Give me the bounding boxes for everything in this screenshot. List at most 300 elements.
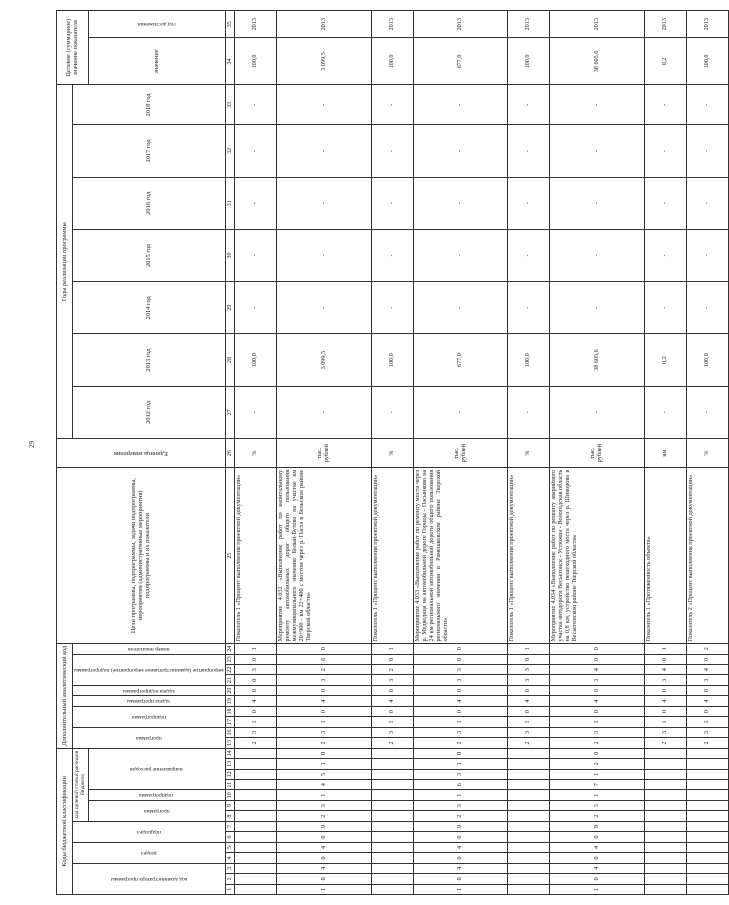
- code-digit: 1: [277, 717, 371, 727]
- header-kcs: код целевой статьи расходов бюджета: [73, 748, 89, 821]
- code-digit: [508, 832, 550, 842]
- code-digit: [371, 811, 413, 821]
- code-digit: 0: [508, 706, 550, 716]
- year-2016-value: -: [371, 177, 413, 229]
- year-2015-value: -: [371, 229, 413, 281]
- column-number-row: [225, 11, 235, 895]
- column-number: 10: [225, 790, 235, 800]
- year-2016-value: -: [644, 177, 686, 229]
- year-2013-value: 100,0: [371, 334, 413, 386]
- column-number: 19: [225, 696, 235, 706]
- code-digit: 5: [277, 769, 371, 779]
- code-digit: [235, 863, 277, 873]
- code-digit: [686, 790, 728, 800]
- code-digit: 3: [235, 727, 277, 737]
- column-number: 27: [225, 386, 235, 438]
- code-digit: 0: [413, 685, 507, 695]
- code-digit: 3: [277, 800, 371, 810]
- column-number: 31: [225, 177, 235, 229]
- year-2013-value: 3 099,5: [277, 334, 371, 386]
- header-year-of-achievement: год достижения: [88, 11, 225, 38]
- code-digit: 0: [550, 853, 644, 863]
- year-2014-value: -: [413, 282, 507, 334]
- goal-text: Показатель 1 «Процент выполнения проектной документации»: [371, 468, 413, 644]
- code-digit: 1: [413, 790, 507, 800]
- year-2016-value: -: [508, 177, 550, 229]
- column-number: 6: [225, 832, 235, 842]
- code-digit: [644, 863, 686, 873]
- column-number: 1: [225, 884, 235, 894]
- header-target-direction: направление расходов: [88, 748, 225, 790]
- header-target: Целевое (суммарное) значение показателя: [57, 11, 89, 85]
- code-digit: [235, 811, 277, 821]
- code-digit: [235, 832, 277, 842]
- code-digit: [686, 800, 728, 810]
- year-2013-value: 100,0: [235, 334, 277, 386]
- code-digit: [235, 748, 277, 759]
- code-digit: 4: [550, 863, 644, 873]
- code-digit: [508, 884, 550, 894]
- year-2013-value: 100,0: [508, 334, 550, 386]
- code-digit: 0: [550, 706, 644, 716]
- code-digit: 1: [508, 717, 550, 727]
- year-2014-value: -: [686, 282, 728, 334]
- header-2018: 2018 год: [73, 85, 226, 125]
- code-digit: [508, 748, 550, 759]
- goal-text: Показатель 1 «Процент выполнения проектной документации»: [508, 468, 550, 644]
- column-number: 16: [225, 727, 235, 737]
- code-digit: 2: [371, 738, 413, 748]
- code-digit: [644, 853, 686, 863]
- year-2012-value: -: [413, 386, 507, 438]
- year-2016-value: -: [550, 177, 644, 229]
- code-digit: 0: [550, 874, 644, 884]
- code-digit: 0: [686, 685, 728, 695]
- code-digit: 3: [686, 727, 728, 737]
- code-digit: 1: [686, 717, 728, 727]
- year-2016-value: -: [277, 177, 371, 229]
- code-digit: [644, 884, 686, 894]
- year-2014-value: -: [644, 282, 686, 334]
- header-additional-code: Дополнительный аналитический код: [57, 643, 73, 748]
- code-digit: 0: [550, 832, 644, 842]
- goal-text: Показатель 2 «Процент выполнения проектной документации»: [686, 468, 728, 644]
- table-row: [371, 11, 413, 895]
- target-value: 38 605,6: [550, 38, 644, 85]
- code-digit: 3: [413, 675, 507, 685]
- code-digit: [508, 853, 550, 863]
- unit-cell: тыс. рублей: [277, 438, 371, 467]
- year-2014-value: -: [371, 282, 413, 334]
- code-digit: 0: [413, 706, 507, 716]
- column-number: 23: [225, 654, 235, 664]
- year-2013-value: 677,0: [413, 334, 507, 386]
- table-row: [644, 11, 686, 895]
- code-digit: 0: [371, 654, 413, 664]
- code-digit: [644, 769, 686, 779]
- year-2012-value: -: [686, 386, 728, 438]
- code-digit: 2: [550, 738, 644, 748]
- code-digit: [686, 769, 728, 779]
- header-value: значение: [88, 38, 225, 85]
- code-digit: 0: [550, 643, 644, 654]
- year-2018-value: -: [686, 85, 728, 125]
- code-digit: 0: [413, 654, 507, 664]
- column-number: 18: [225, 706, 235, 716]
- code-digit: [508, 821, 550, 831]
- year-2015-value: -: [277, 229, 371, 281]
- target-year: 2013: [235, 11, 277, 38]
- code-digit: 1: [550, 717, 644, 727]
- code-digit: 0: [413, 643, 507, 654]
- column-number: 20: [225, 685, 235, 695]
- code-digit: 2: [550, 811, 644, 821]
- code-digit: 3: [644, 675, 686, 685]
- column-number: 9: [225, 800, 235, 810]
- header-2013: 2013 год: [73, 334, 226, 386]
- code-digit: 4: [550, 842, 644, 852]
- code-digit: [371, 769, 413, 779]
- code-digit: [686, 884, 728, 894]
- code-digit: [235, 759, 277, 769]
- code-digit: 3: [413, 800, 507, 810]
- code-digit: [371, 884, 413, 894]
- code-digit: 2: [413, 738, 507, 748]
- year-2018-value: -: [550, 85, 644, 125]
- code-digit: 3: [413, 664, 507, 674]
- code-digit: 0: [644, 685, 686, 695]
- column-number: 14: [225, 748, 235, 759]
- code-digit: 1: [277, 759, 371, 769]
- year-2015-value: -: [686, 229, 728, 281]
- header-subprogram-col: подпрограмма: [73, 706, 226, 727]
- code-digit: [371, 821, 413, 831]
- column-number: 11: [225, 780, 235, 790]
- target-value: 100,0: [686, 38, 728, 85]
- code-digit: 3: [550, 675, 644, 685]
- year-2017-value: -: [371, 125, 413, 177]
- column-number: 29: [225, 282, 235, 334]
- code-digit: 0: [277, 874, 371, 884]
- code-digit: 0: [371, 706, 413, 716]
- table-row: [413, 11, 507, 895]
- code-digit: 0: [644, 706, 686, 716]
- code-digit: 2: [277, 811, 371, 821]
- code-digit: 0: [508, 654, 550, 664]
- code-digit: 3: [550, 727, 644, 737]
- header-podrazdel: подраздел: [73, 821, 226, 842]
- code-digit: 1: [644, 717, 686, 727]
- goal-text: Показатель 1 «Протяженность объекта»: [644, 468, 686, 644]
- code-digit: 3: [508, 727, 550, 737]
- code-digit: [508, 769, 550, 779]
- code-digit: [686, 863, 728, 873]
- code-digit: 0: [413, 853, 507, 863]
- code-digit: [371, 863, 413, 873]
- code-digit: 3: [686, 675, 728, 685]
- code-digit: 2: [371, 664, 413, 674]
- code-digit: [508, 842, 550, 852]
- code-digit: [686, 811, 728, 821]
- code-digit: 0: [550, 654, 644, 664]
- code-digit: 0: [550, 748, 644, 759]
- year-2018-value: -: [413, 85, 507, 125]
- code-digit: 0: [277, 706, 371, 716]
- code-digit: 0: [686, 654, 728, 664]
- target-year: 2013: [686, 11, 728, 38]
- code-digit: 4: [550, 696, 644, 706]
- code-digit: 0: [235, 654, 277, 664]
- table-row: [686, 11, 728, 895]
- unit-cell: тыс. рублей: [550, 438, 644, 467]
- year-2014-value: -: [508, 282, 550, 334]
- code-digit: 1: [413, 759, 507, 769]
- code-digit: [235, 842, 277, 852]
- year-2018-value: -: [277, 85, 371, 125]
- code-digit: 1: [235, 643, 277, 654]
- code-digit: 0: [277, 832, 371, 842]
- target-year: 2013: [371, 11, 413, 38]
- code-digit: 4: [550, 664, 644, 674]
- code-digit: [644, 811, 686, 821]
- code-digit: 4: [235, 696, 277, 706]
- code-digit: 4: [644, 664, 686, 674]
- code-digit: 1: [371, 643, 413, 654]
- code-digit: 0: [277, 685, 371, 695]
- code-digit: 0: [413, 832, 507, 842]
- header-2017: 2017 год: [73, 125, 226, 177]
- code-digit: [235, 874, 277, 884]
- code-digit: 1: [508, 643, 550, 654]
- table-row: [277, 11, 371, 895]
- unit-cell: тыс. рублей: [413, 438, 507, 467]
- header-budget-codes: Коды бюджетной классификации: [57, 748, 73, 894]
- code-digit: 2: [686, 738, 728, 748]
- column-number: 15: [225, 738, 235, 748]
- code-digit: [508, 863, 550, 873]
- code-digit: [371, 800, 413, 810]
- code-digit: 6: [413, 780, 507, 790]
- code-digit: 2: [644, 738, 686, 748]
- code-digit: 4: [277, 780, 371, 790]
- code-digit: 4: [277, 863, 371, 873]
- year-2015-value: -: [235, 229, 277, 281]
- code-digit: [235, 800, 277, 810]
- code-digit: [371, 780, 413, 790]
- header-2015: 2015 год: [73, 229, 226, 281]
- code-digit: 2: [277, 664, 371, 674]
- target-year: 2013: [644, 11, 686, 38]
- code-digit: [686, 874, 728, 884]
- goal-text: Мероприятие 4.034 «Выполнение работ по ремонту аварийного участка автодороги Весьегонск - Устюжна - Вологодская область на 0,8 км, устройство пешеходного моста через р. Шиворова в Весьегонском районе Тверской области»: [550, 468, 644, 644]
- code-digit: [644, 874, 686, 884]
- code-digit: 0: [508, 685, 550, 695]
- goal-text: Мероприятие 4.033 «Выполнение работ по ремонту моста через р. Медведица на автомобильной дороге Горицы - Пасынково на 24 км региональной автомобильной дороги общего пользования регионального значения в Рамешковском районе Тверской области»: [413, 468, 507, 644]
- header-task-program: задача программы: [73, 696, 226, 706]
- year-2016-value: -: [686, 177, 728, 229]
- code-digit: 4: [413, 863, 507, 873]
- header-program-col: программа: [73, 727, 226, 748]
- code-digit: 3: [371, 727, 413, 737]
- code-digit: [686, 759, 728, 769]
- column-number: 30: [225, 229, 235, 281]
- code-digit: [686, 853, 728, 863]
- table-row: [235, 11, 277, 895]
- code-digit: [686, 748, 728, 759]
- column-number: 13: [225, 759, 235, 769]
- code-digit: 2: [686, 643, 728, 654]
- target-value: 3 099,5: [277, 38, 371, 85]
- column-number: 12: [225, 769, 235, 779]
- code-digit: [235, 769, 277, 779]
- header-2016: 2016 год: [73, 177, 226, 229]
- column-number: 2: [225, 874, 235, 884]
- year-2012-value: -: [644, 386, 686, 438]
- column-number: 34: [225, 38, 235, 85]
- year-2017-value: -: [644, 125, 686, 177]
- year-2017-value: -: [235, 125, 277, 177]
- code-digit: 1: [550, 884, 644, 894]
- code-digit: 9: [413, 821, 507, 831]
- code-digit: [644, 748, 686, 759]
- year-2018-value: -: [508, 85, 550, 125]
- year-2018-value: -: [644, 85, 686, 125]
- code-digit: 1: [413, 717, 507, 727]
- code-digit: [371, 759, 413, 769]
- year-2015-value: -: [508, 229, 550, 281]
- code-digit: 4: [277, 696, 371, 706]
- year-2012-value: -: [235, 386, 277, 438]
- year-2013-value: 38 605,6: [550, 334, 644, 386]
- target-value: 100,0: [508, 38, 550, 85]
- code-digit: [508, 874, 550, 884]
- target-year: 2013: [550, 11, 644, 38]
- column-number: 28: [225, 334, 235, 386]
- code-digit: [235, 780, 277, 790]
- year-2016-value: -: [413, 177, 507, 229]
- year-2017-value: -: [413, 125, 507, 177]
- header-unit: Единица измерения: [57, 438, 226, 467]
- header-goals: Цели программы, подпрограммы, задачи подпрограммы, мероприятия (административные мероприятия) подпрограммы и их показатели: [57, 468, 226, 644]
- target-value: 100,0: [235, 38, 277, 85]
- code-digit: 2: [235, 738, 277, 748]
- code-digit: [235, 821, 277, 831]
- year-2015-value: -: [413, 229, 507, 281]
- code-digit: 1: [550, 790, 644, 800]
- column-number: 21: [225, 675, 235, 685]
- year-2012-value: -: [277, 386, 371, 438]
- column-number: 17: [225, 717, 235, 727]
- code-digit: [371, 832, 413, 842]
- year-2012-value: -: [508, 386, 550, 438]
- code-digit: 3: [508, 664, 550, 674]
- code-digit: 4: [413, 696, 507, 706]
- goal-text: Мероприятие 4.032 «Выполнение работ по капитальному ремонту автомобильных дорог общего пользования межмуниципального значения Белый-Бутово на участке км 20+900 - км 22+400 с мостом через р. Пасха в Бельском районе Тверской области»: [277, 468, 371, 644]
- code-digit: 0: [277, 643, 371, 654]
- code-digit: [235, 853, 277, 863]
- code-digit: [686, 832, 728, 842]
- code-digit: 2: [413, 811, 507, 821]
- code-digit: [644, 759, 686, 769]
- code-digit: 1: [644, 643, 686, 654]
- column-number: 25: [225, 468, 235, 644]
- year-2014-value: -: [277, 282, 371, 334]
- target-value: 0,2: [644, 38, 686, 85]
- header-2014: 2014 год: [73, 282, 226, 334]
- code-digit: [371, 874, 413, 884]
- year-2017-value: -: [277, 125, 371, 177]
- code-digit: [644, 780, 686, 790]
- year-2016-value: -: [235, 177, 277, 229]
- target-value: 677,0: [413, 38, 507, 85]
- code-digit: [371, 842, 413, 852]
- code-digit: [686, 821, 728, 831]
- code-digit: 0: [277, 748, 371, 759]
- code-digit: [686, 780, 728, 790]
- header-indicator-num: номер показателя: [73, 643, 226, 654]
- column-number: 5: [225, 842, 235, 852]
- code-digit: 4: [644, 696, 686, 706]
- code-digit: 0: [235, 675, 277, 685]
- year-2012-value: -: [550, 386, 644, 438]
- header-2012: 2012 год: [73, 386, 226, 438]
- rotated-table-wrapper: [56, 10, 710, 895]
- code-digit: [644, 832, 686, 842]
- code-digit: 3: [235, 664, 277, 674]
- code-digit: [508, 811, 550, 821]
- code-digit: 2: [550, 759, 644, 769]
- unit-cell: %: [235, 438, 277, 467]
- code-digit: 3: [644, 727, 686, 737]
- header-subprogram: подпрограмма: [88, 790, 225, 800]
- year-2015-value: -: [550, 229, 644, 281]
- year-2018-value: -: [371, 85, 413, 125]
- target-year: 2013: [508, 11, 550, 38]
- unit-cell: км: [644, 438, 686, 467]
- header-program: программа: [88, 800, 225, 821]
- column-number: 22: [225, 664, 235, 674]
- unit-cell: %: [371, 438, 413, 467]
- code-digit: 4: [686, 696, 728, 706]
- code-digit: [508, 800, 550, 810]
- code-digit: [235, 884, 277, 894]
- year-2014-value: -: [550, 282, 644, 334]
- code-digit: 3: [277, 727, 371, 737]
- code-digit: 4: [277, 842, 371, 852]
- code-digit: 1: [235, 717, 277, 727]
- year-2013-value: 0,2: [644, 334, 686, 386]
- code-digit: 4: [508, 696, 550, 706]
- code-digit: [508, 790, 550, 800]
- code-digit: 3: [371, 675, 413, 685]
- header-admin-code: код администратора программы: [73, 863, 226, 894]
- code-digit: 3: [277, 675, 371, 685]
- code-digit: 0: [413, 748, 507, 759]
- header-activity: мероприятие (административное мероприятие) подпрограммы: [73, 654, 226, 685]
- code-digit: 3: [413, 769, 507, 779]
- column-number: 32: [225, 125, 235, 177]
- unit-cell: %: [686, 438, 728, 467]
- code-digit: 1: [550, 769, 644, 779]
- column-number: 33: [225, 85, 235, 125]
- code-digit: [508, 780, 550, 790]
- code-digit: 1: [277, 790, 371, 800]
- column-number: 35: [225, 11, 235, 38]
- target-year: 2013: [277, 11, 371, 38]
- code-digit: [371, 853, 413, 863]
- program-table: [56, 10, 729, 895]
- goal-text: Показатель 1 «Процент выполнения проектной документации»: [235, 468, 277, 644]
